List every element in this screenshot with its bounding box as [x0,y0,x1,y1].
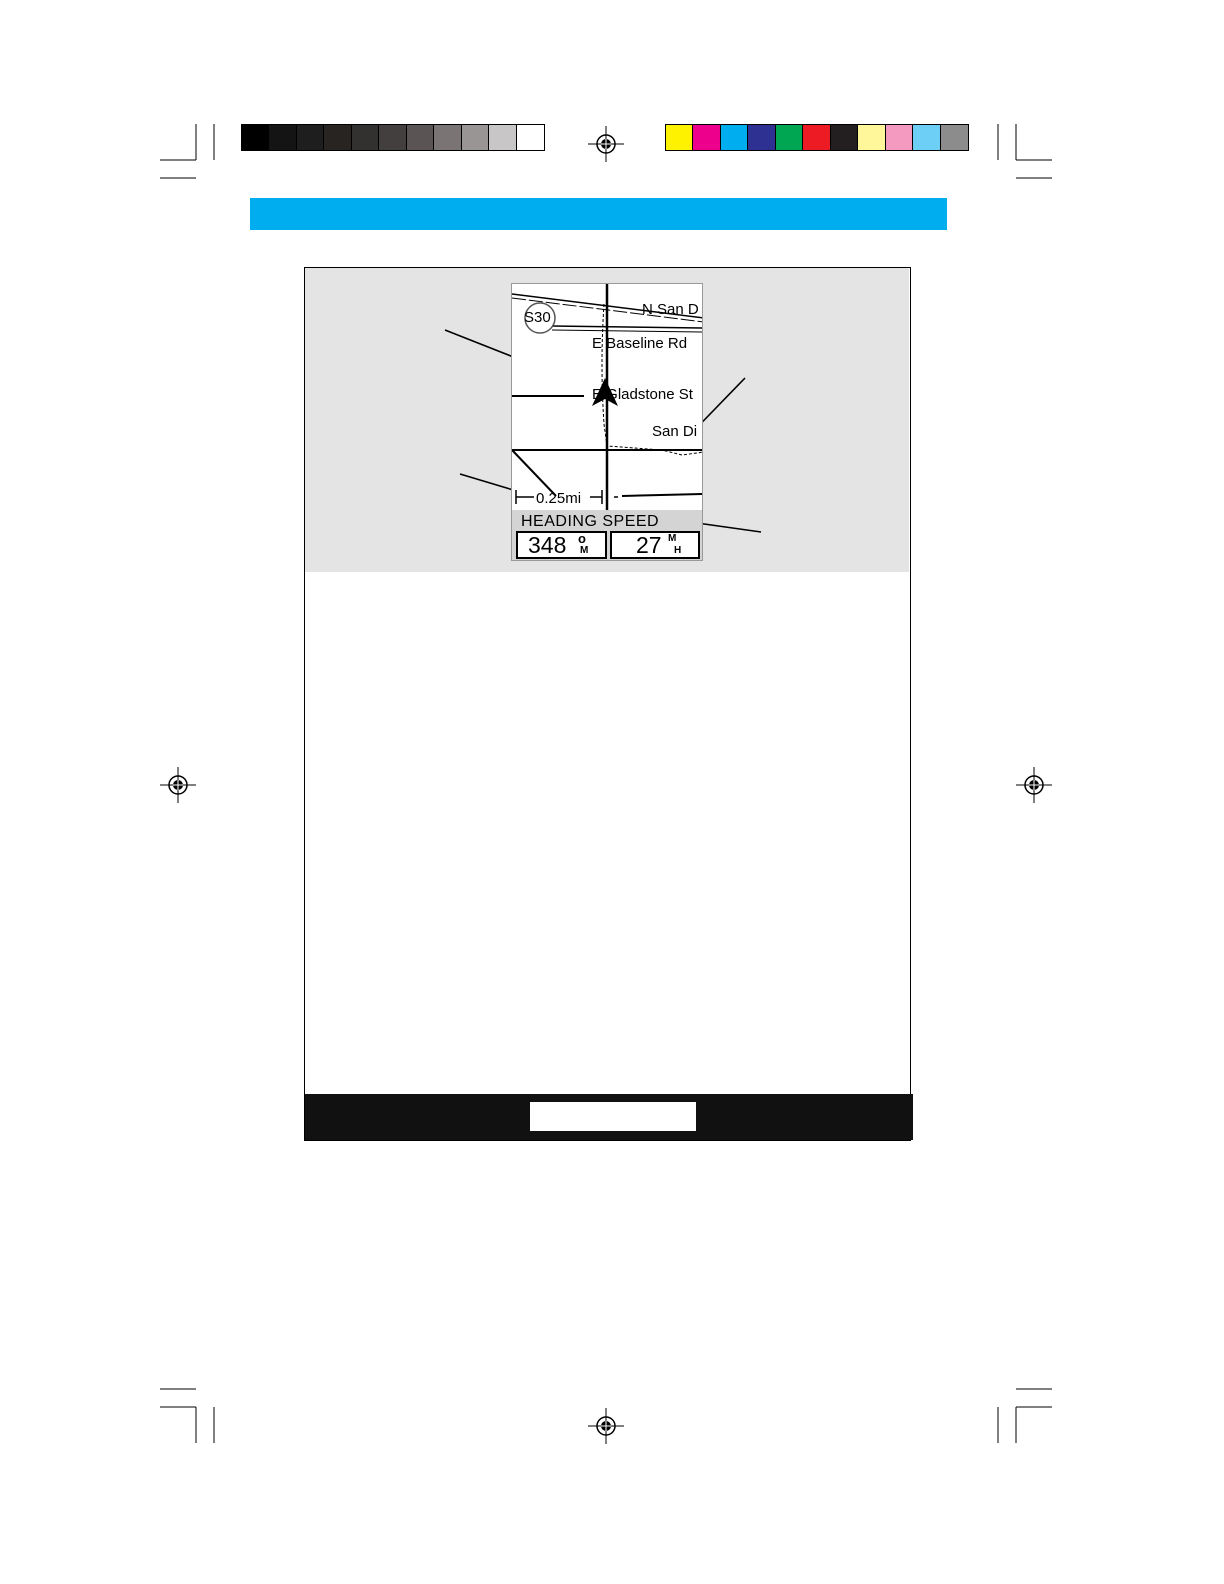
color-swatch [913,125,940,150]
speed-unit-bottom: H [674,545,682,556]
gps-map-screen [511,283,703,561]
grayscale-swatch [407,125,434,150]
street-label-baseline: E Baseline Rd [592,335,688,352]
footer-bar [305,1094,913,1140]
grayscale-swatch [242,125,269,150]
color-swatch [666,125,693,150]
street-label-san-di: San Di [652,423,698,440]
grayscale-swatch [517,125,544,150]
grayscale-swatch [269,125,296,150]
grayscale-swatch [324,125,351,150]
heading-value: 348 [528,532,567,558]
heading-readout [516,531,607,559]
figure-panel [305,268,909,572]
registration-mark-right [1016,767,1052,803]
registration-mark-top [588,126,624,162]
heading-unit-bottom: M [580,545,589,556]
content-frame [304,267,911,1141]
color-swatch [941,125,968,150]
heading-unit-top: o [578,531,586,546]
speed-readout [610,531,700,559]
street-label-n-san: N San D [642,301,699,318]
registration-mark-bottom [588,1408,624,1444]
speed-unit-top: M [668,533,677,544]
header-banner [250,198,947,230]
color-swatch [831,125,858,150]
grayscale-swatch [297,125,324,150]
color-swatch [748,125,775,150]
color-swatch [858,125,885,150]
registration-mark-left [160,767,196,803]
street-label-gladstone: E Gladstone St [592,386,693,403]
grayscale-swatch [379,125,406,150]
color-swatch [721,125,748,150]
color-calibration-bar [665,124,969,151]
color-swatch [803,125,830,150]
color-swatch [693,125,720,150]
color-swatch [776,125,803,150]
grayscale-swatch [434,125,461,150]
status-title: HEADING SPEED [521,513,660,530]
scale-label: 0.25mi [536,490,582,507]
page-number-box [530,1102,696,1131]
highway-shield-label: S30 [524,309,551,326]
grayscale-swatch [462,125,489,150]
color-swatch [886,125,913,150]
grayscale-calibration-bar [241,124,545,151]
status-bar [512,510,702,560]
grayscale-swatch [489,125,516,150]
speed-value: 27 [636,532,662,558]
grayscale-swatch [352,125,379,150]
